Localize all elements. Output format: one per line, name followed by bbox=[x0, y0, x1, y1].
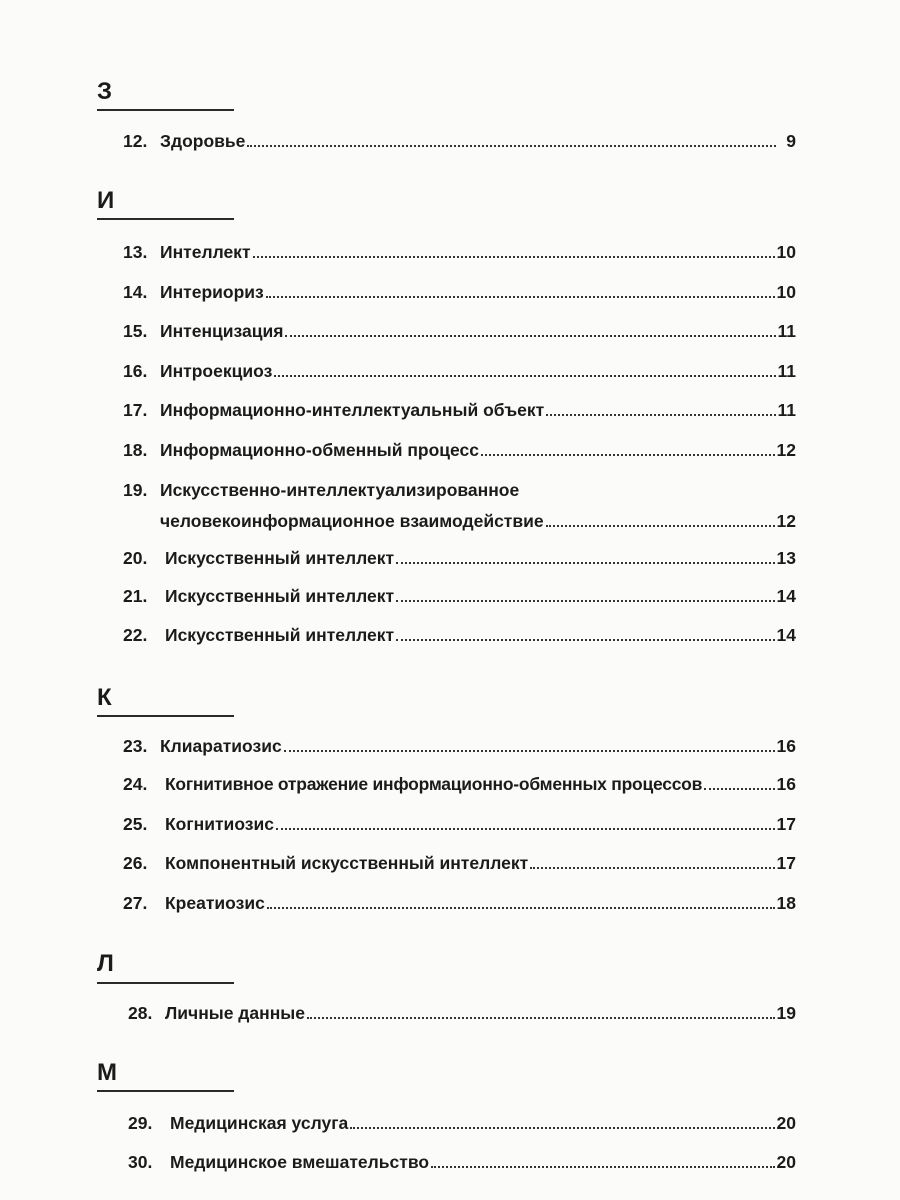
entry-page: 10 bbox=[776, 282, 796, 302]
entry-page: 16 bbox=[776, 774, 796, 794]
dot-leader bbox=[266, 296, 775, 298]
entry-title: Искусственный интеллект bbox=[165, 625, 395, 645]
entry-title: Когнитиозис bbox=[165, 814, 274, 834]
section-letter: К bbox=[97, 684, 112, 711]
toc-entry[interactable] bbox=[123, 735, 796, 757]
entry-title: Информационно-интеллектуальный объект bbox=[160, 400, 545, 420]
entry-page: 19 bbox=[776, 1003, 796, 1023]
toc-entry[interactable] bbox=[123, 320, 796, 342]
section-letter: И bbox=[97, 187, 115, 214]
dot-leader bbox=[704, 788, 774, 790]
dot-leader bbox=[396, 562, 774, 564]
entry-title: Интериориз bbox=[160, 282, 264, 302]
entry-number: 14. bbox=[123, 282, 148, 302]
entry-title: Искусственный интеллект bbox=[165, 586, 395, 606]
entry-title: Когнитивное отражение информационно-обменных процессов bbox=[165, 774, 703, 794]
toc-entry[interactable] bbox=[123, 241, 796, 263]
entry-title: Информационно-обменный процесс bbox=[160, 440, 480, 460]
dot-leader bbox=[481, 454, 775, 456]
dot-leader bbox=[267, 907, 775, 909]
toc-entry[interactable] bbox=[123, 479, 796, 532]
section-rule bbox=[97, 982, 234, 984]
section-letter: М bbox=[97, 1059, 117, 1086]
toc-entry[interactable] bbox=[123, 813, 796, 835]
entry-page: 20 bbox=[776, 1152, 796, 1172]
dot-leader bbox=[276, 828, 775, 830]
dot-leader bbox=[247, 145, 776, 147]
dot-leader bbox=[396, 600, 774, 602]
entry-number: 13. bbox=[123, 242, 148, 262]
toc-entry[interactable] bbox=[123, 892, 796, 914]
dot-leader bbox=[546, 525, 775, 527]
entry-number: 22. bbox=[123, 625, 148, 645]
toc-entry[interactable] bbox=[123, 547, 796, 569]
entry-page: 10 bbox=[776, 242, 796, 262]
entry-page: 17 bbox=[776, 853, 796, 873]
entry-number: 16. bbox=[123, 361, 148, 381]
entry-page: 12 bbox=[776, 511, 796, 531]
entry-page: 14 bbox=[776, 625, 796, 645]
entry-title: человекоинформационное взаимодействие bbox=[160, 511, 544, 531]
toc-entry[interactable] bbox=[123, 852, 796, 874]
entry-number: 19. bbox=[123, 480, 148, 500]
toc-entry[interactable] bbox=[128, 1151, 796, 1173]
entry-title: Медицинское вмешательство bbox=[170, 1152, 430, 1172]
dot-leader bbox=[396, 639, 774, 641]
section-letter: З bbox=[97, 78, 113, 105]
toc-entry[interactable] bbox=[123, 281, 796, 303]
entry-page: 11 bbox=[777, 361, 796, 381]
entry-number: 17. bbox=[123, 400, 148, 420]
entry-number: 12. bbox=[123, 131, 148, 151]
entry-number: 30. bbox=[128, 1152, 153, 1172]
section-rule bbox=[97, 715, 234, 717]
toc-entry[interactable] bbox=[128, 1002, 796, 1024]
dot-leader bbox=[307, 1017, 775, 1019]
toc-entry[interactable] bbox=[128, 1112, 796, 1134]
dot-leader bbox=[530, 867, 774, 869]
section-rule bbox=[97, 109, 234, 111]
entry-page: 11 bbox=[777, 321, 796, 341]
dot-leader bbox=[546, 414, 775, 416]
entry-page: 12 bbox=[776, 440, 796, 460]
entry-page: 14 bbox=[776, 586, 796, 606]
toc-entry[interactable] bbox=[123, 399, 796, 421]
toc-entry[interactable] bbox=[123, 624, 796, 646]
entry-title: Креатиозис bbox=[165, 893, 265, 913]
entry-number: 26. bbox=[123, 853, 148, 873]
toc-entry[interactable] bbox=[123, 130, 796, 152]
entry-title: Интроекциоз bbox=[160, 361, 273, 381]
entry-number: 29. bbox=[128, 1113, 153, 1133]
dot-leader bbox=[431, 1166, 775, 1168]
entry-number: 21. bbox=[123, 586, 148, 606]
section-rule bbox=[97, 218, 234, 220]
entry-page: 13 bbox=[776, 548, 796, 568]
entry-page: 16 bbox=[776, 736, 796, 756]
entry-page: 18 bbox=[776, 893, 796, 913]
dot-leader bbox=[350, 1127, 774, 1129]
entry-page: 20 bbox=[776, 1113, 796, 1133]
entry-page: 11 bbox=[777, 400, 796, 420]
entry-title: Клиаратиозис bbox=[160, 736, 282, 756]
toc-entry[interactable] bbox=[123, 360, 796, 382]
entry-number: 20. bbox=[123, 548, 148, 568]
entry-page: 17 bbox=[776, 814, 796, 834]
entry-title: Искусственный интеллект bbox=[165, 548, 395, 568]
entry-number: 15. bbox=[123, 321, 148, 341]
dot-leader bbox=[285, 335, 775, 337]
entry-number: 18. bbox=[123, 440, 148, 460]
entry-number: 25. bbox=[123, 814, 148, 834]
section-letter: Л bbox=[97, 950, 114, 977]
toc-entry[interactable] bbox=[123, 773, 796, 795]
entry-title: Компонентный искусственный интеллект bbox=[165, 853, 529, 873]
section-rule bbox=[97, 1090, 234, 1092]
dot-leader bbox=[284, 750, 775, 752]
entry-title-line1: Искусственно-интеллектуализированное bbox=[160, 480, 520, 500]
entry-number: 24. bbox=[123, 774, 148, 794]
entry-title: Медицинская услуга bbox=[170, 1113, 349, 1133]
entry-number: 27. bbox=[123, 893, 148, 913]
entry-title: Интеллект bbox=[160, 242, 251, 262]
entry-title: Личные данные bbox=[165, 1003, 305, 1023]
entry-page: 9 bbox=[786, 131, 796, 151]
entry-title: Здоровье bbox=[160, 131, 246, 151]
dot-leader bbox=[274, 375, 775, 377]
entry-number: 23. bbox=[123, 736, 148, 756]
toc-entry[interactable] bbox=[123, 439, 796, 461]
toc-entry[interactable] bbox=[123, 585, 796, 607]
entry-title: Интенцизация bbox=[160, 321, 284, 341]
entry-number: 28. bbox=[128, 1003, 153, 1023]
dot-leader bbox=[253, 256, 775, 258]
